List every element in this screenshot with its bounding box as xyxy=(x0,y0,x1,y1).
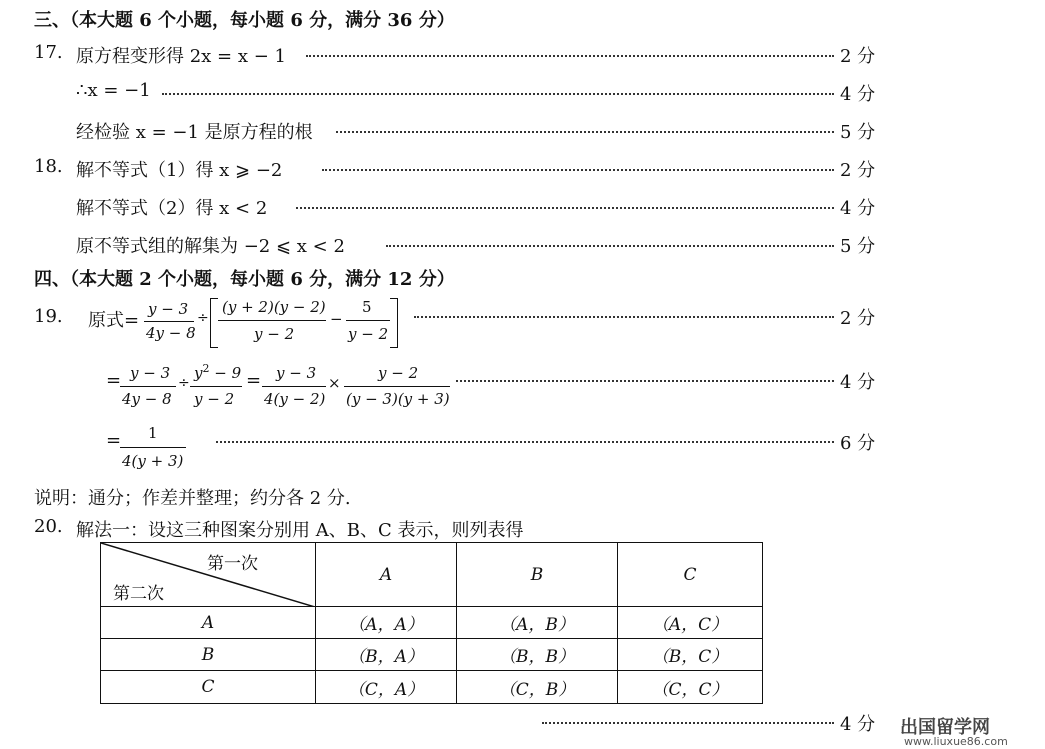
table-cell: （C，A） xyxy=(316,671,457,704)
table-cell: （C，C） xyxy=(618,671,763,704)
q19-line1-score: 2 分 xyxy=(840,308,876,329)
fraction-bar xyxy=(262,386,326,387)
table-row xyxy=(101,607,763,639)
table-row xyxy=(101,671,763,704)
column-header: C xyxy=(618,543,763,607)
fraction-numerator: y − 3 xyxy=(276,364,317,382)
q17-line1-score: 2 分 xyxy=(840,46,876,67)
fraction-numerator: y − 2 xyxy=(378,364,419,382)
fraction-bar xyxy=(344,386,450,387)
q17-line2: ∴x = −1 xyxy=(76,80,151,101)
outcome-table xyxy=(100,542,763,704)
fraction-denominator: 4y − 8 xyxy=(122,390,172,408)
watermark-url: www.liuxue86.com xyxy=(904,735,1008,748)
table-row xyxy=(101,639,763,671)
table-cell: （B，C） xyxy=(618,639,763,671)
corner-label-first: 第一次 xyxy=(207,554,258,574)
minus-sign: − xyxy=(330,310,343,328)
q19-prefix: 原式= xyxy=(88,310,140,331)
column-header: A xyxy=(316,543,457,607)
q19-number: 19. xyxy=(34,306,63,327)
equals-sign: = xyxy=(106,430,122,451)
fraction-numerator: 1 xyxy=(148,424,158,442)
fraction-denominator: (y − 3)(y + 3) xyxy=(346,390,450,408)
bracket-left xyxy=(210,298,218,348)
fraction-bar xyxy=(120,386,176,387)
leader-dots xyxy=(322,169,834,171)
fraction-bar xyxy=(190,386,242,387)
q18-line1-score: 2 分 xyxy=(840,160,876,181)
leader-dots xyxy=(456,380,834,382)
fraction-denominator: y − 2 xyxy=(194,390,235,408)
fraction-bar xyxy=(144,321,194,322)
table-cell: （B，B） xyxy=(457,639,618,671)
q17-line1: 原方程变形得 2x = x − 1 xyxy=(76,46,286,67)
leader-dots xyxy=(162,93,834,95)
table-cell: （A，B） xyxy=(457,607,618,639)
row-header: C xyxy=(101,671,316,704)
equals-sign: = xyxy=(106,370,122,391)
section-4-heading: 四、（本大题 2 个小题，每小题 6 分，满分 12 分） xyxy=(34,269,455,290)
divide-sign: ÷ xyxy=(178,375,190,391)
q18-line3-score: 5 分 xyxy=(840,236,876,257)
table-cell: （B，A） xyxy=(316,639,457,671)
corner-label-second: 第二次 xyxy=(113,584,164,604)
fraction-denominator: 4(y − 2) xyxy=(264,390,326,408)
q17-line3: 经检验 x = −1 是原方程的根 xyxy=(76,122,313,143)
bracket-right xyxy=(390,298,398,348)
fraction-denominator: 4(y + 3) xyxy=(122,452,184,470)
table-corner-cell xyxy=(101,543,316,607)
fraction-numerator: $y^2 - 9$ xyxy=(194,362,242,382)
watermark-title: 出国留学网 xyxy=(900,717,990,738)
table-header-row xyxy=(101,543,763,607)
q18-line1: 解不等式（1）得 x ⩾ −2 xyxy=(76,160,283,181)
column-header: B xyxy=(457,543,618,607)
q18-line3: 原不等式组的解集为 −2 ⩽ x < 2 xyxy=(76,236,345,257)
row-header: B xyxy=(101,639,316,671)
q18-number: 18. xyxy=(34,156,63,177)
fraction-bar xyxy=(218,320,326,321)
fraction-numerator: y − 3 xyxy=(148,300,189,318)
q17-line2-score: 4 分 xyxy=(840,84,876,105)
leader-dots xyxy=(414,316,834,318)
fraction-denominator: y − 2 xyxy=(254,325,295,343)
q19-note: 说明：通分；作差并整理；约分各 2 分. xyxy=(34,488,351,509)
table-cell: （C，B） xyxy=(457,671,618,704)
leader-dots xyxy=(336,131,834,133)
fraction-bar xyxy=(346,320,390,321)
q20-intro: 解法一：设这三种图案分别用 A、B、C 表示，则列表得 xyxy=(76,520,524,541)
q18-line2: 解不等式（2）得 x < 2 xyxy=(76,198,268,219)
fraction-denominator: y − 2 xyxy=(348,325,389,343)
leader-dots xyxy=(386,245,834,247)
fraction-numerator: (y + 2)(y − 2) xyxy=(222,298,326,316)
q19-line3-score: 6 分 xyxy=(840,433,876,454)
fraction-numerator: y − 3 xyxy=(130,364,171,382)
table-cell: （A，C） xyxy=(618,607,763,639)
fraction-denominator: 4y − 8 xyxy=(146,324,196,342)
divide-sign: ÷ xyxy=(197,310,209,326)
leader-dots xyxy=(296,207,834,209)
leader-dots xyxy=(306,55,834,57)
table-cell: （A，A） xyxy=(316,607,457,639)
times-sign: × xyxy=(328,374,341,392)
equals-sign: = xyxy=(246,370,262,391)
q20-number: 20. xyxy=(34,516,63,537)
leader-dots xyxy=(216,441,834,443)
row-header: A xyxy=(101,607,316,639)
q18-line2-score: 4 分 xyxy=(840,198,876,219)
q19-line2-score: 4 分 xyxy=(840,372,876,393)
fraction-bar xyxy=(120,447,186,448)
leader-dots xyxy=(542,722,834,724)
q17-number: 17. xyxy=(34,42,63,63)
section-3-heading: 三、（本大题 6 个小题，每小题 6 分，满分 36 分） xyxy=(34,10,455,31)
q20-score: 4 分 xyxy=(840,714,876,735)
fraction-numerator: 5 xyxy=(362,298,372,316)
q17-line3-score: 5 分 xyxy=(840,122,876,143)
